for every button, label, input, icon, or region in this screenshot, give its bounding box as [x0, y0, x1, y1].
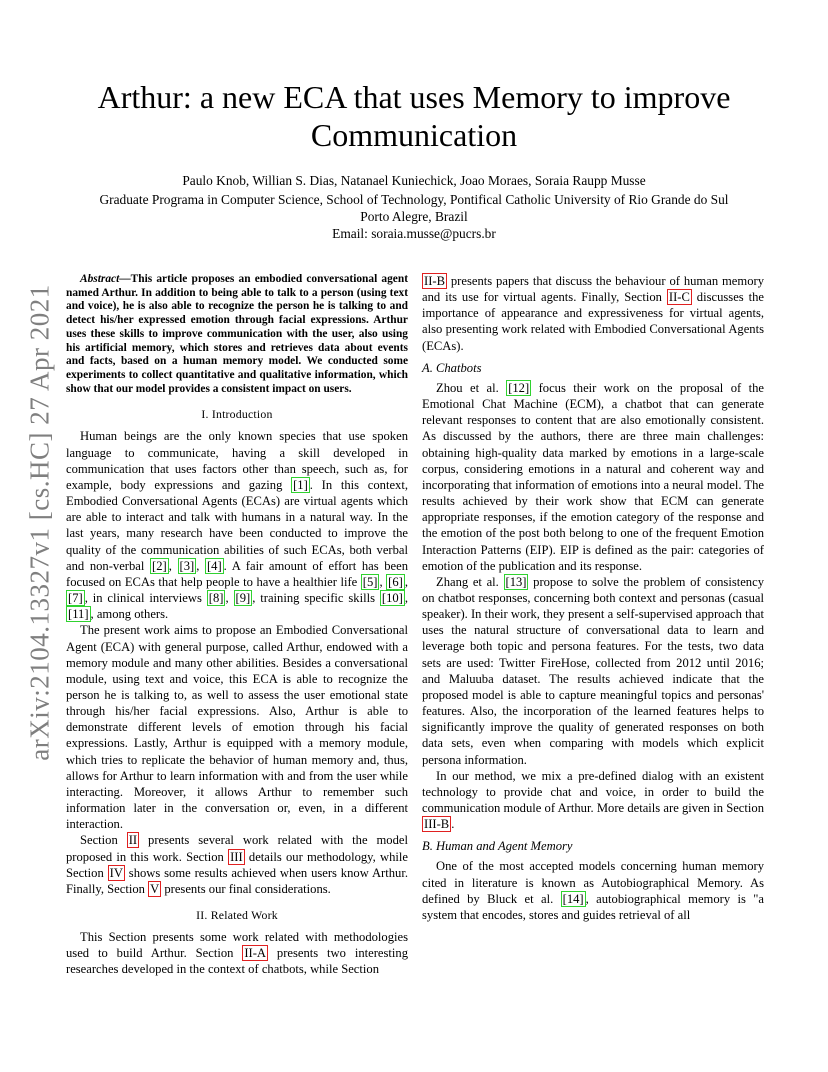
affiliation: Graduate Programa in Computer Science, School of Technology, Pontifical Catholic University of Rio Grande do Sul: [99, 192, 729, 207]
text-run: Section: [80, 833, 127, 848]
chatbots-paragraph-2: [422, 574, 764, 768]
chatbots-paragraph-3: [422, 768, 764, 833]
citation-link[interactable]: [13]: [505, 574, 527, 589]
text-run: , autobiographical memory is "a system that encodes, stores and guides retrieval of all: [422, 891, 764, 922]
section-link[interactable]: III: [230, 849, 243, 864]
location: Porto Alegre, Brazil: [360, 209, 468, 224]
text-run: Zhang et al.: [436, 574, 504, 589]
text-run: . A fair amount of effort has been focused on ECAs that help people to have a healthier life: [66, 558, 409, 589]
right-column: [422, 273, 764, 923]
chatbots-paragraph-1: [422, 380, 764, 574]
section-link[interactable]: II-A: [244, 946, 267, 961]
left-column: [66, 273, 408, 978]
citation-link[interactable]: [12]: [508, 380, 530, 395]
intro-paragraph-2: The present work aims to propose an Embodied Conversational Agent (ECA) with general purpose, called Arthur, endowed with a memory module and many other abilities. Besides a conversational module, using text and voice, this ECA is able to recognize the person he is talking to, as well to assess the user emotional state through his/her facial expressions. Also, Arthur is able to demonstrate different levels of emotion through his facial expressions. Lastly, Arthur is equipped with a memory module, which tries to replicate the behavior of human memory and, thus, allows for Arthur to learn information with and from the user while interacting. Moreover, it allows Arthur to remember such information later in the conversation or, even, in a different interaction.: [66, 623, 408, 832]
text-run: One of the most accepted models concerning human memory cited in literature is known as Autobiographical Memory. As defined by Bluck et al.: [422, 859, 764, 906]
paper-title: Arthur: a new ECA that uses Memory to improve Communication: [97, 79, 731, 153]
text-run: , among others.: [90, 607, 169, 622]
section-link[interactable]: II-C: [668, 290, 690, 305]
citation-link[interactable]: [3]: [179, 558, 195, 573]
citation-link[interactable]: [2]: [152, 558, 167, 573]
section-link[interactable]: V: [150, 881, 160, 896]
citation-link[interactable]: [6]: [388, 574, 403, 589]
abstract: [66, 273, 408, 396]
text-run: discusses the importance of appearance and expressiveness for virtual agents, also presenting work related with Embodied Conversational Agents (ECAs).: [422, 290, 764, 353]
citation-link[interactable]: [8]: [208, 591, 224, 606]
subsection-heading-chatbots: A. Chatbots: [422, 360, 482, 375]
text-run: shows some results achieved when users know Arthur. Finally, Section: [66, 865, 408, 896]
section-link[interactable]: IV: [109, 865, 123, 880]
text-run: , training specific skills: [252, 591, 380, 606]
intro-paragraph-3: [66, 832, 408, 897]
email: Email: soraia.musse@pucrs.br: [332, 226, 496, 241]
text-run: Zhou et al.: [436, 380, 507, 395]
text-run: In our method, we mix a pre-defined dialog with an existent technology to provide chat and voice, in order to build the communication module of Arthur. More details are given in Section: [422, 768, 764, 815]
text-run: propose to solve the problem of consistency on chatbot responses, concerning both context and personas (casual speaker). In their work, they present a self-supervised approach that uses the natural structure of conversational data to learn and leverage both topic and persona features. For the tests, two data sets are used: Twitter FireHose, collected from 2012 until 2016; and Maluuba dataset. The results achieved indicate that the proposed model is able to capture meaningful topics and personas' features. Also, the incorporation of the learned features helps to significantly improve the quality of generated responses on both data sets, even when comparing with models which explicit persona information.: [422, 574, 764, 767]
author-block: [60, 172, 768, 242]
section-link[interactable]: II: [128, 833, 138, 848]
text-run: details our methodology, while Section: [66, 849, 408, 880]
section-link[interactable]: II-B: [424, 274, 445, 288]
citation-link[interactable]: [11]: [68, 607, 89, 622]
text-run: , in clinical interviews: [84, 591, 207, 606]
section-link[interactable]: III-B: [424, 817, 450, 832]
text-run: focus their work on the proposal of the Emotional Chat Machine (ECM), a chatbot that can generate relevant responses to content that are also emotionally consistent. As discussed by the authors, there are three main challenges: obtaining high-quality data marked by emotions in a large-scale corpus, considering emotions in a natural and coherent way and incorporating that information of emotions into a neural model. The results achieved by their work show that ECM can generate appropriate responses, if the emotion category of the response and the emotion of the post both belong to one of the frequent Emotion Interaction Patterns (EIP). EIP is defined as the pair: categories of emotion of the publication and its response.: [422, 380, 765, 573]
section-heading-related-work: II. Related Work: [196, 908, 278, 923]
text-run: . In this context, Embodied Conversational Agents (ECAs) are virtual agents which are able to interact and talk with humans in a natural way. In the last years, many research have been conducted to improve the quality of the communication abilities of such ECAs, both verbal and non-verbal: [66, 477, 408, 573]
subsection-heading-memory: B. Human and Agent Memory: [422, 839, 573, 854]
citation-link[interactable]: [7]: [68, 591, 83, 606]
text-run: presents our final considerations.: [161, 881, 331, 896]
text-run: .: [451, 817, 455, 832]
arxiv-id: arXiv:2104.13327v1 [cs.HC] 27 Apr 2021: [24, 283, 55, 761]
arxiv-stamp: [16, 284, 64, 760]
abstract-text: This article proposes an embodied conversational agent named Arthur. In addition to being able to talk to a person (using text and voice), he is also able to recognize the person he is talking to and detect his/her expressed emotion through facial expressions. Arthur uses these skills to improve communication with the user, also using his artificial memory, which stores and retrieves data about events and facts, based on a human memory model. We conducted some experiments to collect quantitative and qualitative information, which show that our model provides a consistent impact on users.: [66, 273, 408, 395]
citation-link[interactable]: [14]: [562, 891, 584, 906]
related-paragraph-1-start: [66, 929, 408, 977]
related-paragraph-1-cont: [422, 273, 764, 354]
citation-link[interactable]: [1]: [293, 477, 308, 492]
text-run: Human beings are the only known species that use spoken language to communicate, having a skill developed in communication that uses factors other than speech, such as, for example, body expressions and gazing: [66, 429, 408, 492]
memory-paragraph-1: [422, 858, 764, 923]
abstract-label: Abstract: [80, 273, 120, 285]
abstract-dash: —: [119, 273, 131, 285]
citation-link[interactable]: [4]: [206, 558, 222, 573]
section-heading-introduction: I. Introduction: [201, 407, 273, 422]
text-run: presents several work related with the model proposed in this work. Section: [66, 833, 408, 864]
citation-link[interactable]: [9]: [235, 591, 251, 606]
citation-link[interactable]: [5]: [362, 574, 378, 589]
citation-link[interactable]: [10]: [381, 591, 403, 606]
text-run: This Section presents some work related with methodologies used to build Arthur. Section: [66, 930, 408, 961]
author-names: Paulo Knob, Willian S. Dias, Natanael Kuniechick, Joao Moraes, Soraia Raupp Musse: [182, 173, 646, 188]
intro-paragraph-1: Human beings are the only known species that use spoken language to communicate, having a skill developed in communication that uses factors other than speech, such as, for example, body expressions and gazing [1] . In this context, Embodied Conversational Agents (ECAs) are virtual agents which are able to interact and talk with humans in a natural way. In the last years, many research have been conducted to improve the quality of the communication abilities of such ECAs, both verbal and non-verbal [2] , [3] , [4] . A fair amount of effort has been focused on ECAs that help people to have a healthier life [5] , [6] , [7] , in clinical interviews [8] , [9] , training specific skills [10] , [11] , among others.: [66, 429, 409, 622]
text-run: presents papers that discuss the behaviour of human memory and its use for virtual agents. Finally, Section: [422, 274, 764, 305]
text-run: presents two interesting researches developed in the context of chatbots, while Section: [66, 946, 409, 977]
